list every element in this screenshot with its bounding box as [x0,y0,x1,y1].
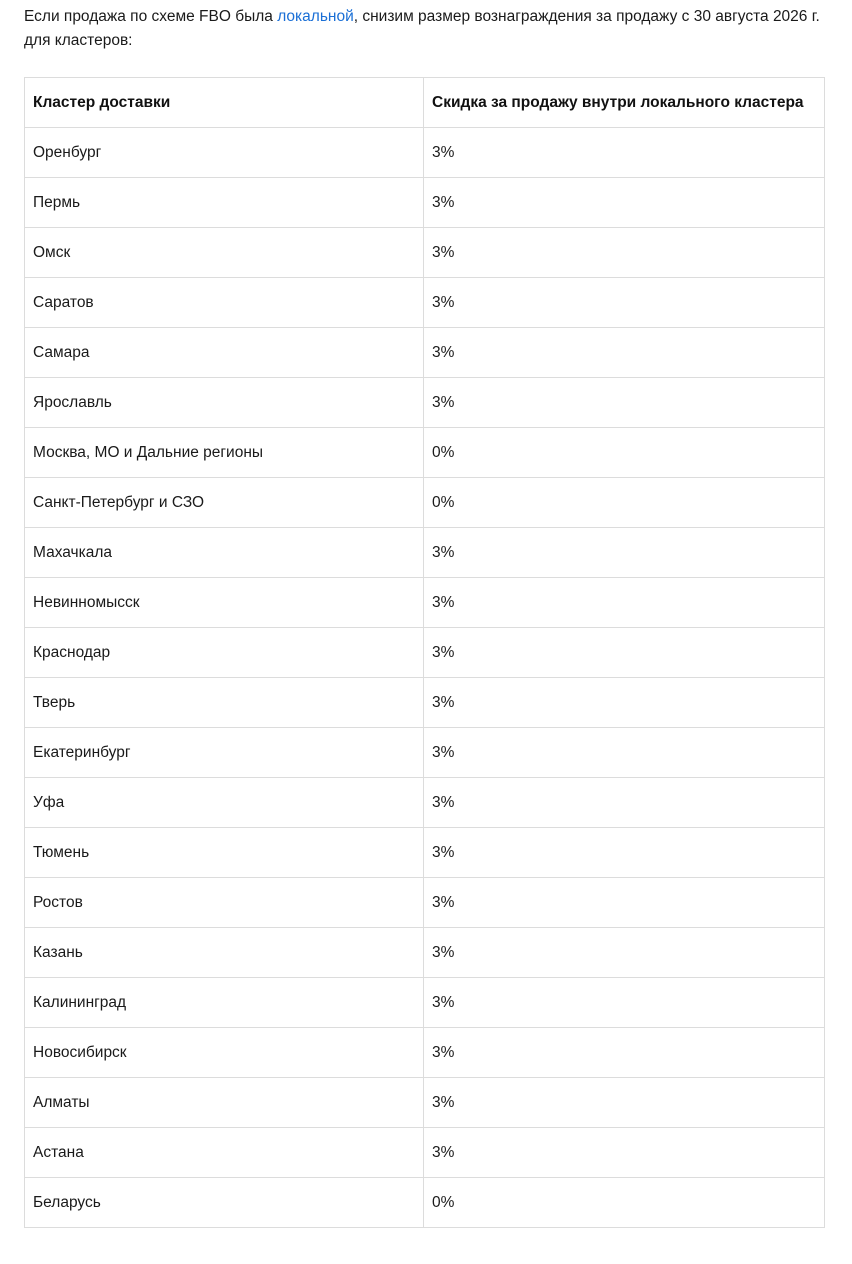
cell-discount: 3% [424,228,825,278]
cell-cluster: Москва, МО и Дальние регионы [25,428,424,478]
cell-cluster: Ростов [25,878,424,928]
cell-discount: 3% [424,328,825,378]
cell-cluster: Тюмень [25,828,424,878]
header-discount: Скидка за продажу внутри локального кластера [424,78,825,128]
table-row [25,1128,825,1178]
cell-cluster: Невинномысск [25,578,424,628]
table-row [25,528,825,578]
table-row [25,978,825,1028]
cell-discount: 0% [424,1178,825,1228]
cell-discount: 3% [424,1128,825,1178]
table-row [25,678,825,728]
cell-cluster: Екатеринбург [25,728,424,778]
table-row [25,878,825,928]
cell-discount: 3% [424,378,825,428]
cell-cluster: Пермь [25,178,424,228]
cell-discount: 3% [424,928,825,978]
table-row [25,628,825,678]
cell-cluster: Саратов [25,278,424,328]
table-row [25,828,825,878]
cell-discount: 3% [424,578,825,628]
cell-cluster: Новосибирск [25,1028,424,1078]
cell-cluster: Беларусь [25,1178,424,1228]
cell-discount: 3% [424,128,825,178]
table-row [25,728,825,778]
cell-cluster: Краснодар [25,628,424,678]
cell-discount: 3% [424,778,825,828]
intro-text-after: , снизим размер вознаграждения за продажу с 30 августа 2026 г. для кластеров: [24,8,820,49]
cell-cluster: Уфа [25,778,424,828]
cell-cluster: Астана [25,1128,424,1178]
table-row [25,578,825,628]
cell-discount: 0% [424,428,825,478]
table-row [25,328,825,378]
table-row [25,278,825,328]
cell-cluster: Санкт-Петербург и СЗО [25,478,424,528]
cell-cluster: Ярославль [25,378,424,428]
cell-discount: 3% [424,678,825,728]
cell-cluster: Казань [25,928,424,978]
intro-text-before: Если продажа по схеме FBO была [24,8,278,25]
cell-cluster: Махачкала [25,528,424,578]
cell-cluster: Оренбург [25,128,424,178]
cell-cluster: Самара [25,328,424,378]
header-cluster: Кластер доставки [25,78,424,128]
table-row [25,228,825,278]
cell-discount: 3% [424,528,825,578]
table-row [25,928,825,978]
cell-discount: 3% [424,278,825,328]
table-row [25,478,825,528]
cell-discount: 3% [424,728,825,778]
cell-discount: 3% [424,978,825,1028]
cell-discount: 3% [424,1028,825,1078]
cell-cluster: Калининград [25,978,424,1028]
local-link[interactable]: локальной [277,8,354,25]
table-header-row [25,78,825,128]
table-row [25,178,825,228]
cell-discount: 3% [424,878,825,928]
table-row [25,778,825,828]
cell-cluster: Тверь [25,678,424,728]
cell-discount: 0% [424,478,825,528]
cell-discount: 3% [424,628,825,678]
table-body [25,128,825,1228]
table-row [25,128,825,178]
cell-discount: 3% [424,178,825,228]
cell-cluster: Алматы [25,1078,424,1128]
table-row [25,1178,825,1228]
cell-discount: 3% [424,1078,825,1128]
table-row [25,428,825,478]
table-row [25,378,825,428]
table-row [25,1028,825,1078]
cell-discount: 3% [424,828,825,878]
table-row [25,1078,825,1128]
clusters-table [24,77,825,1228]
cell-cluster: Омск [25,228,424,278]
intro-paragraph [24,5,824,53]
